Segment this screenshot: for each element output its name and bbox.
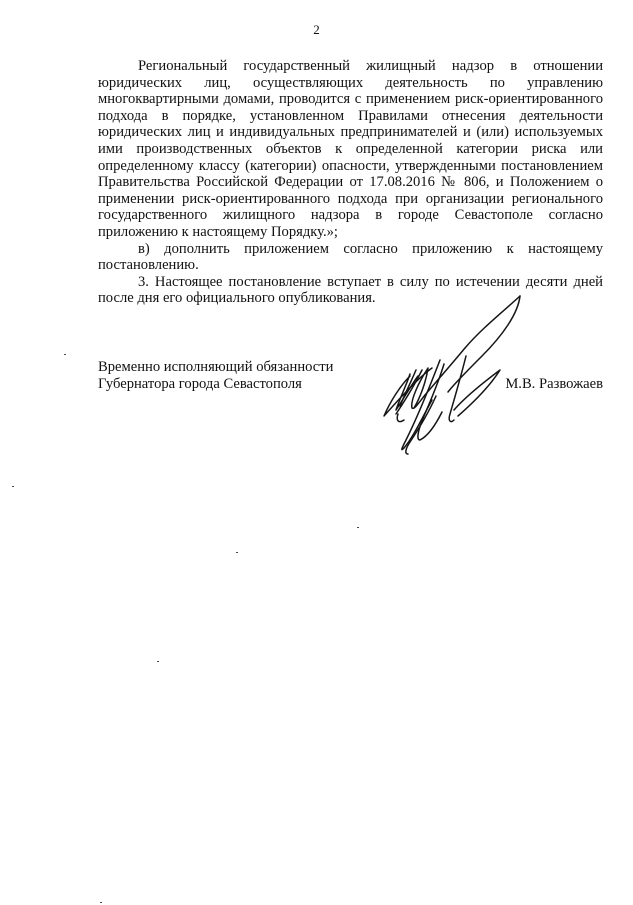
signatory-position-line-1: Временно исполняющий обязанности	[98, 359, 334, 375]
signatory-position	[98, 359, 333, 392]
scan-artifact	[157, 661, 159, 662]
paragraph-entry-into-force: 3. Настоящее постановление вступает в силу по истечении десяти дней после дня его официального опубликования.	[98, 273, 603, 307]
scan-artifact	[236, 552, 238, 553]
handwritten-signature	[370, 290, 555, 475]
page-number: 2	[313, 22, 320, 37]
scan-artifact	[64, 354, 66, 355]
paragraph-add-appendix: в) дополнить приложением согласно приложению к настоящему постановлению.	[98, 240, 603, 274]
paragraph-risk-oriented-approach: Региональный государственный жилищный надзор в отношении юридических лиц, осуществляющих деятельность по управлению многоквартирными домами, проводится с применением риск-ориентированного подхода в порядке, установленном Правилами отнесения деятельности юридических лиц и индивидуальных предпринимателей и (или) используемых ими производственных объектов к определенной категории риска или определенному классу (категории) опасности, утвержденными постановлением Правительства Российской Федерации от 17.08.2016 № 806, и Положением о применении риск-ориентированного подхода при организации регионального государственного жилищного надзора в городе Севастополе согласно приложению к настоящему Порядку.»;	[98, 58, 603, 240]
document-body	[98, 58, 603, 307]
signatory-position-line-2: Губернатора города Севастополя	[98, 375, 302, 392]
signatory-name: М.В. Развожаев	[505, 375, 603, 392]
scan-artifact	[12, 486, 14, 487]
scan-artifact	[357, 527, 359, 528]
scan-artifact	[100, 902, 102, 903]
